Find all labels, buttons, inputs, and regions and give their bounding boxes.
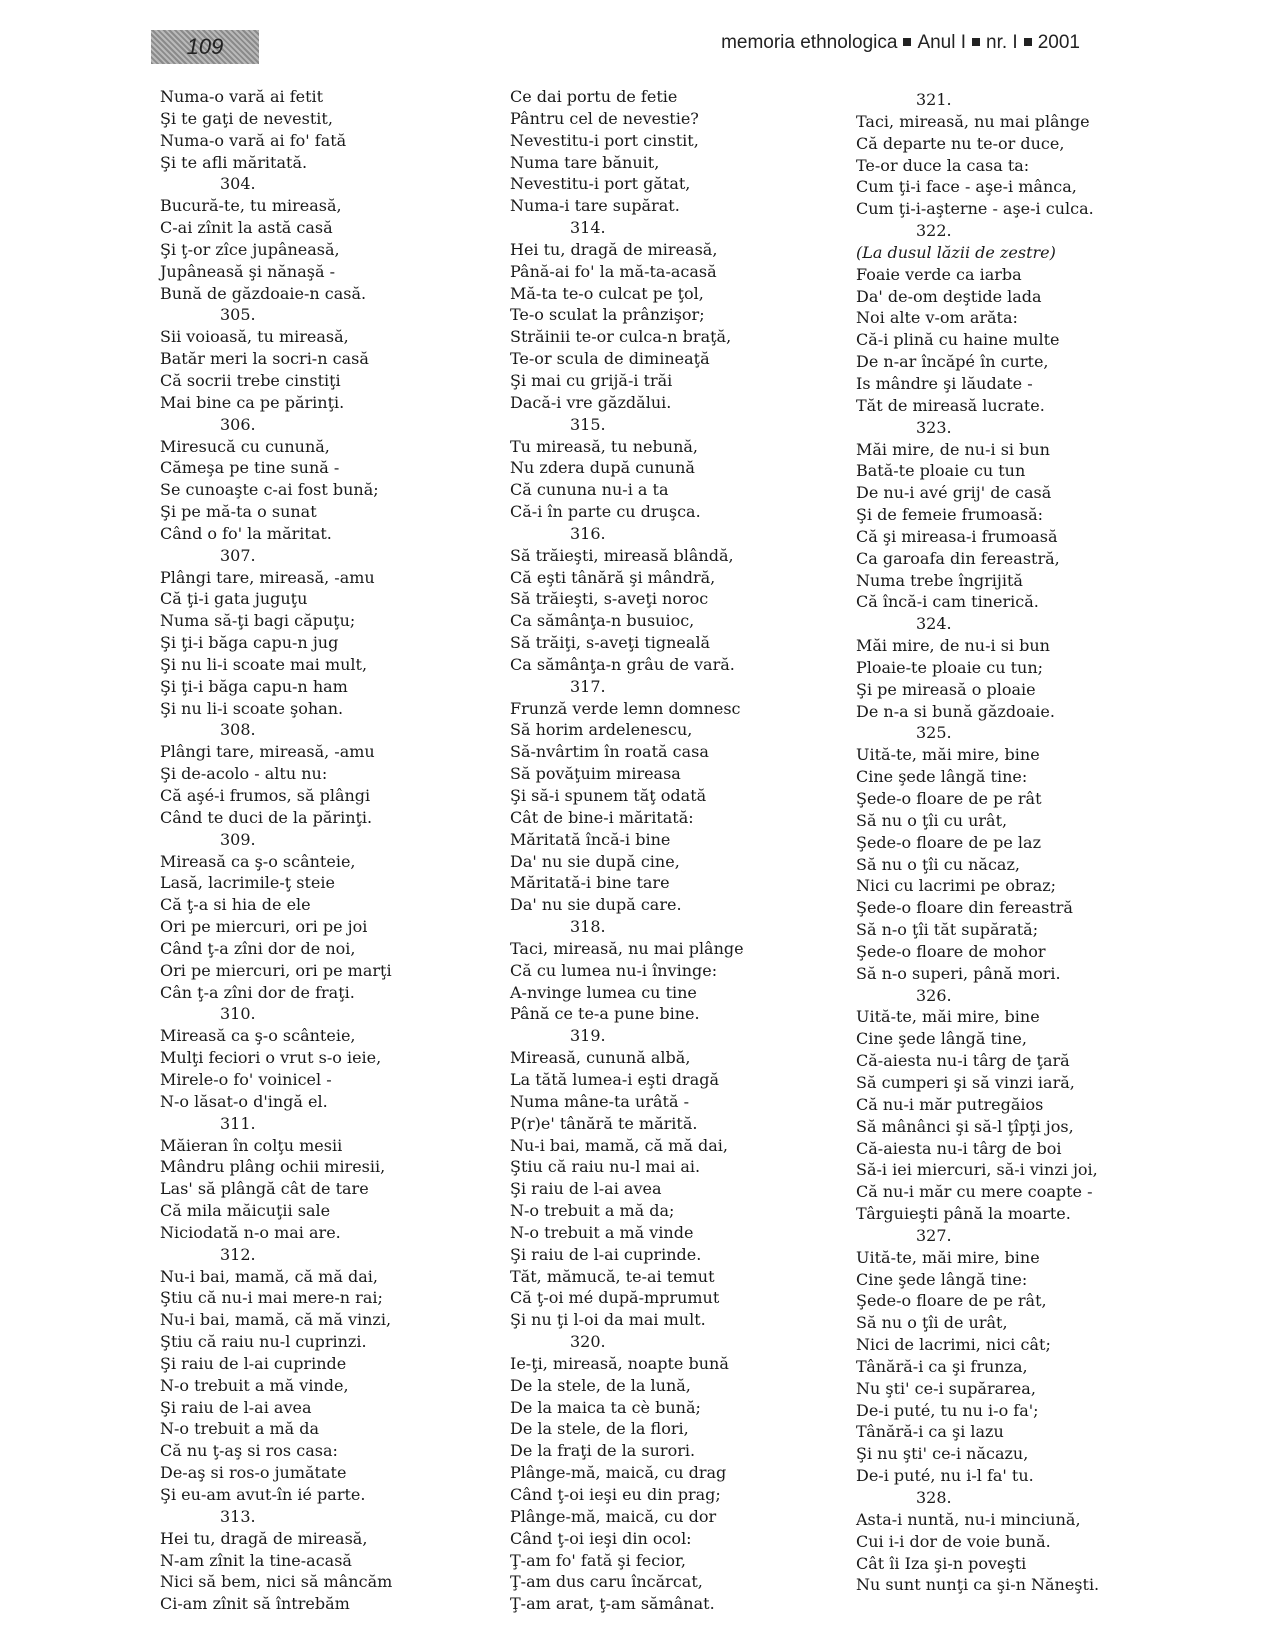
verse-line: Frunză verde lemn domnesc: [510, 698, 741, 718]
verse-line: Să-nvârtim în roată casa: [510, 742, 709, 762]
verse-line: Ca sămânţa-n grâu de vară.: [510, 654, 735, 674]
verse-line: Că ţi-i gata juguţu: [160, 589, 308, 609]
verse-line: Şi pe mă-ta o sunat: [160, 502, 317, 522]
verse-line: Să trăieşti, mireasă blândă,: [510, 545, 734, 565]
verse-line: Nu-i bai, mamă, că mă dai,: [510, 1135, 728, 1155]
verse-line: Uită-te, măi mire, bine: [856, 745, 1040, 765]
verse-line: Ori pe miercuri, ori pe joi: [160, 917, 368, 937]
verse-line: Şi mai cu grijă-i trăi: [510, 370, 673, 390]
verse-line: Se cunoaşte c-ai fost bună;: [160, 480, 379, 500]
verse-line: Asta-i nuntă, nu-i minciună,: [856, 1509, 1081, 1529]
verse-line: Dacă-i vre găzdălui.: [510, 392, 672, 412]
verse-line: Te-o sculat la prânzişor;: [510, 305, 705, 325]
verse-line: P(r)e' tânără te mărită.: [510, 1113, 698, 1133]
verse-line: N-o trebuit a mă vinde,: [160, 1375, 349, 1395]
verse-line: N-o trebuit a mă vinde: [510, 1222, 694, 1242]
verse-line: Mireasă ca ş-o scânteie,: [160, 1026, 356, 1046]
stanza-number: 321.: [916, 90, 952, 109]
verse-line: Bucură-te, tu mireasă,: [160, 196, 342, 216]
verse-line: Şi să-i spunem tăţ odată: [510, 786, 707, 805]
verse-line: Cămeşa pe tine sună -: [160, 458, 340, 478]
verse-line: De n-a si bună găzdoaie.: [856, 701, 1055, 721]
verse-line: Şi te afli măritată.: [160, 152, 308, 172]
running-header: [600, 32, 1080, 54]
verse-line: Plânge-mă, maică, cu dor: [510, 1506, 717, 1526]
verse-line: Plânge-mă, maică, cu drag: [510, 1463, 727, 1483]
verse-line: Că aşé-i frumos, să plângi: [160, 786, 371, 805]
verse-line: Să povăţuim mireasa: [510, 764, 681, 784]
verse-line: Şede-o floare de pe rât,: [856, 1291, 1047, 1311]
verse-line: Tăt de mireasă lucrate.: [856, 395, 1045, 415]
verse-line: Ci-am zînit să întrebăm: [160, 1594, 350, 1614]
verse-line: Niciodată n-o mai are.: [160, 1222, 341, 1242]
verse-line: Ca sămânţa-n busuioc,: [510, 611, 695, 631]
verse-line: Şi nu li-i scoate şohan.: [160, 698, 344, 718]
verse-line: Şi eu-am avut-în ié parte.: [160, 1485, 366, 1504]
verse-line: Bată-te ploaie cu tun: [856, 461, 1026, 481]
stanza-number: 313.: [220, 1506, 256, 1526]
verse-line: Şi pe mireasă o ploaie: [856, 679, 1036, 699]
verse-line: De-aş si ros-o jumătate: [160, 1463, 347, 1483]
stanza-number: 318.: [570, 917, 606, 937]
verse-line: Uită-te, măi mire, bine: [856, 1247, 1040, 1267]
verse-line: De-i puté, tu nu i-o fa';: [856, 1400, 1039, 1420]
verse-line: Şede-o floare de pe rât: [856, 789, 1042, 808]
verse-line: Pântru cel de nevestie?: [510, 108, 699, 128]
verse-line: Că cununa nu-i a ta: [510, 480, 669, 500]
verse-line: Cum ţi-i face - aşe-i mânca,: [856, 177, 1077, 197]
stanza-number: 304.: [220, 174, 256, 194]
stanza-number: 315.: [570, 414, 606, 434]
stanza-number: 324.: [916, 614, 952, 634]
verse-line: Cine şede lângă tine:: [856, 767, 1028, 787]
verse-line: Miresucă cu cunună,: [160, 436, 330, 456]
verse-line: Mă-ta te-o culcat pe ţol,: [510, 283, 704, 303]
stanza-number: 319.: [570, 1026, 606, 1046]
verse-line: Numa să-ţi bagi căpuţu;: [160, 611, 356, 631]
verse-line: Nu-i bai, mamă, că mă dai,: [160, 1266, 378, 1286]
verse-line: Până ce te-a pune bine.: [510, 1004, 700, 1024]
verse-line: Să trăieşti, s-aveţi noroc: [510, 589, 709, 609]
verse-line: Să cumperi şi să vinzi iară,: [856, 1072, 1075, 1092]
verse-line: Că încă-i cam tinerică.: [856, 592, 1039, 612]
verse-line: Că şi mireasa-i frumoasă: [856, 526, 1058, 546]
verse-line: Cine şede lângă tine,: [856, 1029, 1027, 1049]
verse-line: Cine şede lângă tine:: [856, 1269, 1028, 1289]
verse-line: Mirele-o fo' voinicel -: [160, 1069, 332, 1089]
verse-line: Că-i plină cu haine multe: [856, 330, 1060, 350]
verse-line: De la stele, de la flori,: [510, 1419, 689, 1439]
verse-line: Ţ-am arat, ţ-am sămânat.: [510, 1594, 715, 1614]
stanza-number: 305.: [220, 305, 256, 325]
verse-line: Nici de lacrimi, nici cât;: [856, 1335, 1051, 1355]
verse-line: De nu-i avé grij' de casă: [856, 483, 1052, 503]
verse-line: Nici cu lacrimi pe obraz;: [856, 876, 1057, 896]
verse-line: Că socrii trebe cinstiţi: [160, 370, 341, 390]
verse-line: N-o lăsat-o d'ingă el.: [160, 1091, 328, 1111]
separator-square-icon: [972, 38, 980, 46]
verse-line: De n-ar încăpé în curte,: [856, 352, 1049, 372]
text-column-left: [160, 86, 392, 1615]
verse-line: Măi mire, de nu-i si bun: [856, 439, 1050, 459]
stanza-number: 322.: [916, 221, 952, 241]
verse-line: Şi de-acolo - altu nu:: [160, 764, 328, 784]
verse-line: Când o fo' la măritat.: [160, 523, 332, 543]
stanza-note: (La dusul lăzii de zestre): [856, 242, 1056, 262]
verse-line: Ori pe miercuri, ori pe marţi: [160, 960, 392, 980]
verse-line: Is mândre şi lăudate -: [856, 373, 1033, 393]
verse-line: Hei tu, dragă de mireasă,: [160, 1528, 368, 1548]
verse-line: Că ţ-oi mé după-mprumut: [510, 1288, 720, 1308]
verse-line: Nu sunt nunţi ca şi-n Năneşti.: [856, 1575, 1100, 1595]
verse-line: Că cu lumea nu-i învinge:: [510, 960, 718, 980]
stanza-number: 317.: [570, 676, 606, 696]
verse-line: Şi ţi-i băga capu-n jug: [160, 633, 339, 653]
verse-line: Hei tu, dragă de mireasă,: [510, 239, 718, 259]
verse-line: Şi raiu de l-ai cuprinde: [160, 1353, 347, 1373]
verse-line: Ce dai portu de fetie: [510, 87, 678, 106]
verse-line: Ţ-am dus caru încărcat,: [510, 1572, 703, 1592]
journal-title: memoria ethnologica: [721, 32, 898, 53]
verse-line: De-i puté, nu i-l fa' tu.: [856, 1466, 1034, 1486]
journal-date: 2001: [1037, 32, 1080, 53]
verse-line: Şi raiu de l-ai avea: [510, 1179, 662, 1199]
verse-line: Nici să bem, nici să mâncăm: [160, 1572, 393, 1592]
verse-line: N-o trebuit a mă da;: [510, 1201, 675, 1221]
stanza-number: 308.: [220, 720, 256, 740]
stanza-number: 310.: [220, 1004, 256, 1024]
verse-line: Şede-o floare de mohor: [856, 941, 1046, 961]
verse-line: Mândru plâng ochii miresii,: [160, 1157, 386, 1177]
verse-line: Că nu-i măr putregăios: [856, 1094, 1044, 1114]
stanza-number: 311.: [220, 1113, 256, 1133]
verse-line: Şi ţ-or zîce jupâneasă,: [160, 239, 340, 259]
verse-line: Ca garoafa din fereastră,: [856, 548, 1060, 568]
verse-line: Să nu o ţîi cu năcaz,: [856, 854, 1020, 874]
stanza-number: 309.: [220, 829, 256, 849]
verse-line: Măritată încă-i bine: [510, 829, 671, 849]
verse-line: Da' nu sie după cine,: [510, 851, 680, 871]
verse-line: Cum ţi-i-aşterne - aşe-i culca.: [856, 199, 1094, 219]
verse-line: Şi raiu de l-ai cuprinde.: [510, 1244, 702, 1264]
verse-line: Uită-te, măi mire, bine: [856, 1007, 1040, 1027]
stanza-number: 325.: [916, 723, 952, 743]
verse-line: Jupâneasă şi nănaşă -: [160, 261, 335, 281]
verse-line: Bună de găzdoaie-n casă.: [160, 283, 367, 303]
verse-line: De la fraţi de la surori.: [510, 1441, 696, 1461]
verse-line: Că departe nu te-or duce,: [856, 133, 1065, 153]
stanza-number: 314.: [570, 218, 606, 238]
verse-line: Numa-o vară ai fo' fată: [160, 130, 347, 150]
verse-line: Când te duci de la părinţi.: [160, 807, 373, 827]
verse-line: Când ţ-oi ieşi eu din prag;: [510, 1485, 721, 1504]
verse-line: Şede-o floare din fereastră: [856, 898, 1073, 918]
verse-line: Foaie verde ca iarba: [856, 264, 1022, 284]
stanza-number: 307.: [220, 545, 256, 565]
verse-line: Nu-i bai, mamă, că mă vinzi,: [160, 1310, 392, 1330]
verse-line: Tu mireasă, tu nebună,: [510, 436, 698, 456]
verse-line: De la stele, de la lună,: [510, 1375, 691, 1395]
verse-line: Cât de bine-i măritată:: [510, 807, 694, 827]
verse-line: Că ţ-a si hia de ele: [160, 895, 311, 915]
verse-line: De la maica ta cè bună;: [510, 1397, 701, 1417]
journal-issue: nr. I: [986, 32, 1018, 53]
verse-line: Străinii te-or culca-n braţă,: [510, 327, 732, 347]
verse-line: Să mânânci şi să-l ţîpţi jos,: [856, 1116, 1074, 1136]
verse-line: Numa-i tare supărat.: [510, 196, 680, 216]
verse-line: Că nu ţ-aş si ros casa:: [160, 1441, 338, 1461]
verse-line: Tânără-i ca şi frunza,: [856, 1356, 1028, 1376]
verse-line: Măi mire, de nu-i si bun: [856, 636, 1050, 656]
stanza-number: 320.: [570, 1332, 606, 1352]
stanza-number: 326.: [916, 985, 952, 1005]
verse-line: Şi ţi-i băga capu-n ham: [160, 676, 348, 696]
stanza-number: 316.: [570, 523, 606, 543]
verse-line: Da' de-om deştide lada: [856, 286, 1042, 306]
verse-line: Lasă, lacrimile-ţ steie: [160, 873, 335, 893]
stanza-number: 323.: [916, 417, 952, 437]
verse-line: Noi alte v-om arăta:: [856, 308, 1018, 328]
verse-line: Ştiu că raiu nu-l cuprinzi.: [160, 1332, 367, 1352]
verse-line: Că-aiesta nu-i târg de boi: [856, 1138, 1062, 1158]
journal-year: Anul I: [917, 32, 967, 53]
verse-line: Plângi tare, mireasă, -amu: [160, 567, 375, 587]
verse-line: Numa tare bănuit,: [510, 152, 660, 172]
verse-line: Cât îi Iza şi-n poveşti: [856, 1553, 1027, 1573]
verse-line: Ploaie-te ploaie cu tun;: [856, 657, 1044, 677]
verse-line: Numa-o vară ai fetit: [160, 87, 324, 106]
verse-line: Să n-o ţîi tăt supărată;: [856, 920, 1039, 940]
verse-line: Să-i iei miercuri, să-i vinzi joi,: [856, 1160, 1098, 1180]
verse-line: A-nvinge lumea cu tine: [510, 982, 697, 1002]
verse-line: Las' să plângă cât de tare: [160, 1179, 369, 1199]
verse-line: Nevestitu-i port cinstit,: [510, 130, 699, 150]
verse-line: Mai bine ca pe părinţi.: [160, 392, 345, 412]
verse-line: Când ţ-a zîni dor de noi,: [160, 938, 356, 958]
stanza-number: 328.: [916, 1488, 952, 1507]
verse-line: Da' nu sie după care.: [510, 895, 682, 915]
verse-line: Că-i în parte cu druşca.: [510, 502, 701, 522]
verse-line: Plângi tare, mireasă, -amu: [160, 742, 375, 762]
verse-line: Că nu-i măr cu mere coapte -: [856, 1182, 1093, 1202]
verse-line: La tătă lumea-i eşti dragă: [510, 1069, 720, 1089]
verse-line: Tăt, mămucă, te-ai temut: [510, 1266, 715, 1286]
verse-line: Nu zdera după cunună: [510, 458, 695, 478]
verse-line: Când ţ-oi ieşi din ocol:: [510, 1528, 692, 1548]
verse-line: Că mila măicuţii sale: [160, 1201, 331, 1221]
verse-line: Mulţi feciori o vrut s-o ieie,: [160, 1048, 382, 1068]
verse-line: Ţ-am fo' fată şi fecior,: [510, 1550, 686, 1570]
verse-line: Numa trebe îngrijită: [856, 570, 1023, 590]
stanza-number: 306.: [220, 414, 256, 434]
verse-line: Să n-o superi, până mori.: [856, 963, 1061, 983]
verse-line: Nu şti' ce-i supărarea,: [856, 1378, 1036, 1398]
verse-line: Taci, mireasă, nu mai plânge: [510, 938, 744, 958]
verse-line: C-ai zînit la astă casă: [160, 218, 333, 238]
verse-line: Batăr meri la socri-n casă: [160, 349, 369, 369]
verse-line: Până-ai fo' la mă-ta-acasă: [510, 261, 717, 281]
verse-line: Te-or scula de dimineaţă: [510, 349, 710, 369]
verse-line: Măieran în colţu mesii: [160, 1135, 343, 1155]
verse-line: Ştiu că nu-i mai mere-n rai;: [160, 1288, 383, 1308]
verse-line: Sii voioasă, tu mireasă,: [160, 327, 349, 347]
page-number: 109: [151, 30, 259, 64]
verse-line: Târguieşti până la moarte.: [856, 1204, 1071, 1224]
verse-line: Şi de femeie frumoasă:: [856, 505, 1044, 525]
verse-line: Şi nu ţi l-oi da mai mult.: [510, 1310, 706, 1330]
verse-line: N-am zînit la tine-acasă: [160, 1550, 352, 1570]
verse-line: Mireasă, cunună albă,: [510, 1048, 691, 1068]
verse-line: Să nu o ţîi cu urât,: [856, 810, 1008, 830]
verse-line: Şede-o floare de pe laz: [856, 832, 1041, 852]
verse-line: N-o trebuit a mă da: [160, 1419, 320, 1439]
verse-line: Că-aiesta nu-i târg de ţară: [856, 1051, 1070, 1071]
verse-line: Taci, mireasă, nu mai plânge: [856, 111, 1090, 131]
verse-line: Şi nu li-i scoate mai mult,: [160, 654, 368, 674]
verse-line: Şi raiu de l-ai avea: [160, 1397, 312, 1417]
stanza-number: 327.: [916, 1225, 952, 1245]
verse-line: Cân ţ-a zîni dor de fraţi.: [160, 982, 355, 1002]
verse-line: Să nu o ţîi de urât,: [856, 1313, 1008, 1333]
text-column-middle: [510, 86, 744, 1615]
verse-line: Că eşti tânără şi mândră,: [510, 567, 716, 587]
verse-line: Să trăiţi, s-aveţi tigneală: [510, 633, 711, 653]
text-column-right: [856, 89, 1099, 1596]
verse-line: Şi nu şti' ce-i năcazu,: [856, 1444, 1029, 1464]
verse-line: Tânără-i ca şi lazu: [856, 1422, 1004, 1442]
verse-line: Să horim ardelenescu,: [510, 720, 693, 740]
verse-line: Mireasă ca ş-o scânteie,: [160, 851, 356, 871]
stanza-number: 312.: [220, 1244, 256, 1264]
verse-line: Te-or duce la casa ta:: [856, 155, 1030, 175]
verse-line: Ştiu că raiu nu-l mai ai.: [510, 1157, 701, 1177]
verse-line: Măritată-i bine tare: [510, 873, 670, 893]
verse-line: Cui i-i dor de voie bună.: [856, 1531, 1051, 1551]
separator-square-icon: [903, 38, 911, 46]
verse-line: Numa mâne-ta urâtă -: [510, 1091, 689, 1111]
verse-line: Şi te gaţi de nevestit,: [160, 108, 333, 128]
separator-square-icon: [1024, 38, 1032, 46]
verse-line: Ie-ţi, mireasă, noapte bună: [510, 1353, 729, 1373]
verse-line: Nevestitu-i port gătat,: [510, 174, 691, 194]
